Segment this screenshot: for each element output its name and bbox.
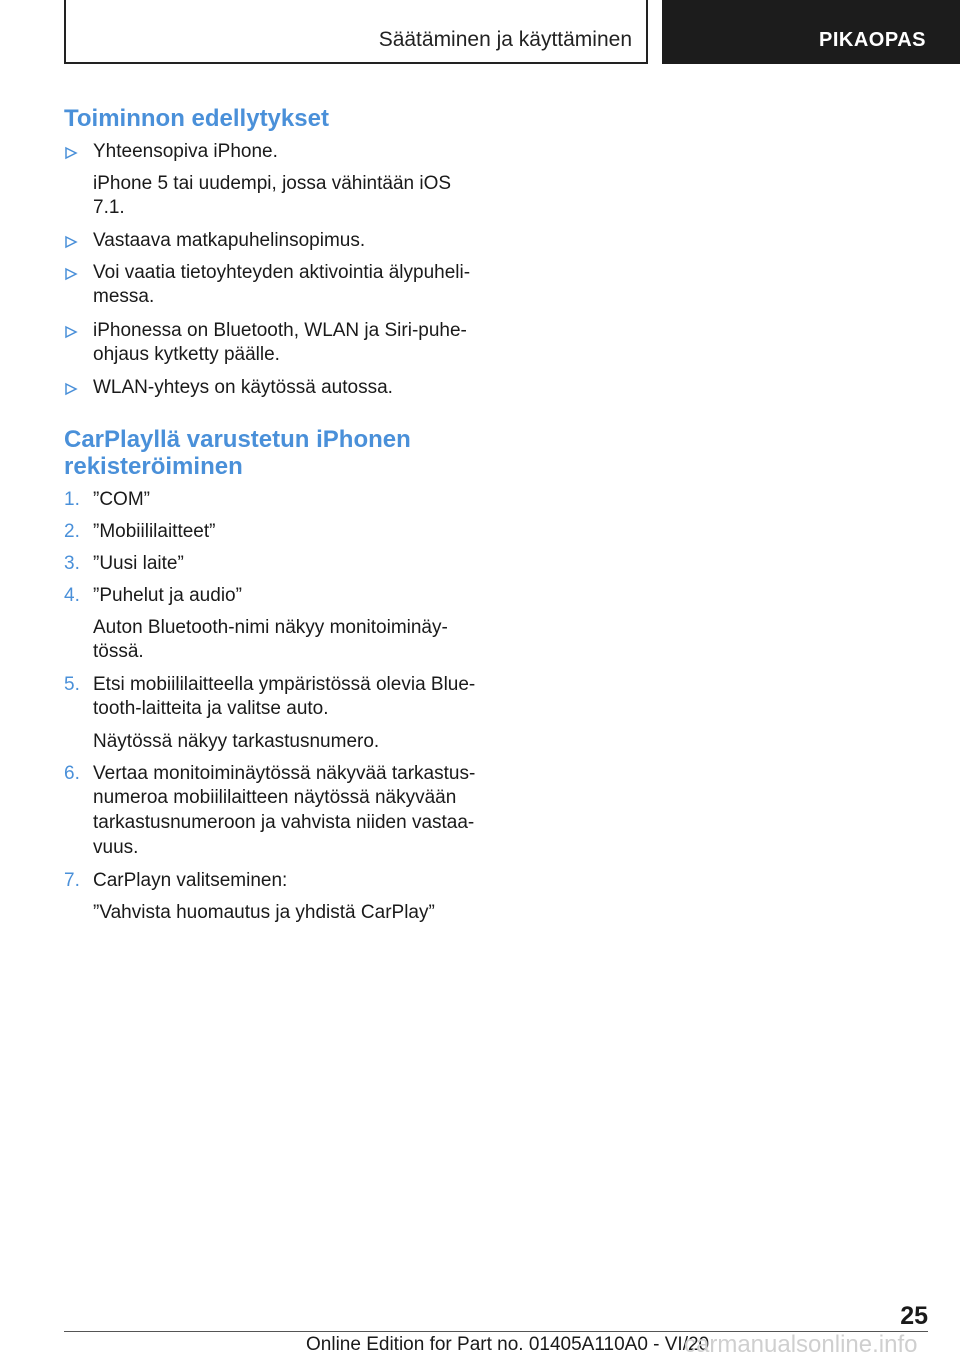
step-2-text: ”Mobiililaitteet” xyxy=(93,521,216,542)
footer-edition: Online Edition for Part no. 01405A110A0 - VI/20 xyxy=(306,1334,710,1355)
watermark: carmanualsonline.info xyxy=(684,1331,918,1358)
triangle-bullet-icon xyxy=(64,235,78,249)
triangle-bullet-icon xyxy=(64,267,78,281)
step-6-text-line3: tarkastusnumeroon ja vahvista niiden vastaa- xyxy=(93,812,475,833)
requirement-5: WLAN-yhteys on käytössä autossa. xyxy=(93,377,393,398)
section1-heading: Toiminnon edellytykset xyxy=(64,105,329,132)
step-6-number: 6. xyxy=(64,763,80,784)
requirement-2: Vastaava matkapuhelinsopimus. xyxy=(93,230,366,251)
page-number: 25 xyxy=(900,1302,928,1330)
step-4-note-line2: tössä. xyxy=(93,641,144,662)
step-7-number: 7. xyxy=(64,870,80,891)
step-1-text: ”COM” xyxy=(93,489,150,510)
step-6-text-line1: Vertaa monitoiminäytössä näkyvää tarkastus- xyxy=(93,763,476,784)
requirement-4-line1: iPhonessa on Bluetooth, WLAN ja Siri-puhe- xyxy=(93,320,467,341)
requirement-1-note-line1: iPhone 5 tai uudempi, jossa vähintään iOS xyxy=(93,173,452,194)
requirement-1-note-line2: 7.1. xyxy=(93,197,125,218)
requirement-4-line2: ohjaus kytketty päälle. xyxy=(93,344,280,365)
step-4-note-line1: Auton Bluetooth-nimi näkyy monitoiminäy- xyxy=(93,617,448,638)
triangle-bullet-icon xyxy=(64,325,78,339)
section2-heading-line2: rekisteröiminen xyxy=(64,453,243,480)
step-5-number: 5. xyxy=(64,674,80,695)
section-title: Säätäminen ja käyttäminen xyxy=(378,28,632,51)
triangle-bullet-icon xyxy=(64,146,78,160)
step-5-text-line2: tooth-laitteita ja valitse auto. xyxy=(93,698,329,719)
step-5-note: Näytössä näkyy tarkastusnumero. xyxy=(93,731,380,752)
tab-label: PIKAOPAS xyxy=(819,29,926,51)
header-section-box xyxy=(64,0,648,64)
step-6-text-line4: vuus. xyxy=(93,837,139,858)
requirement-3-line1: Voi vaatia tietoyhteyden aktivointia älypuheli- xyxy=(93,262,471,283)
step-4-text: ”Puhelut ja audio” xyxy=(93,585,242,606)
step-7-text: CarPlayn valitseminen: xyxy=(93,870,288,891)
section2-heading-line1: CarPlayllä varustetun iPhonen xyxy=(64,426,411,453)
step-4-number: 4. xyxy=(64,585,80,606)
step-1-number: 1. xyxy=(64,489,80,510)
step-7-note: ”Vahvista huomautus ja yhdistä CarPlay” xyxy=(93,902,435,923)
header-tab xyxy=(662,0,960,64)
step-3-text: ”Uusi laite” xyxy=(93,553,184,574)
step-6-text-line2: numeroa mobiililaitteen näytössä näkyvään xyxy=(93,787,457,808)
step-2-number: 2. xyxy=(64,521,80,542)
step-5-text-line1: Etsi mobiililaitteella ympäristössä olevia Blue- xyxy=(93,674,476,695)
triangle-bullet-icon xyxy=(64,382,78,396)
requirement-3-line2: messa. xyxy=(93,286,155,307)
requirement-1: Yhteensopiva iPhone. xyxy=(93,141,278,162)
step-3-number: 3. xyxy=(64,553,80,574)
